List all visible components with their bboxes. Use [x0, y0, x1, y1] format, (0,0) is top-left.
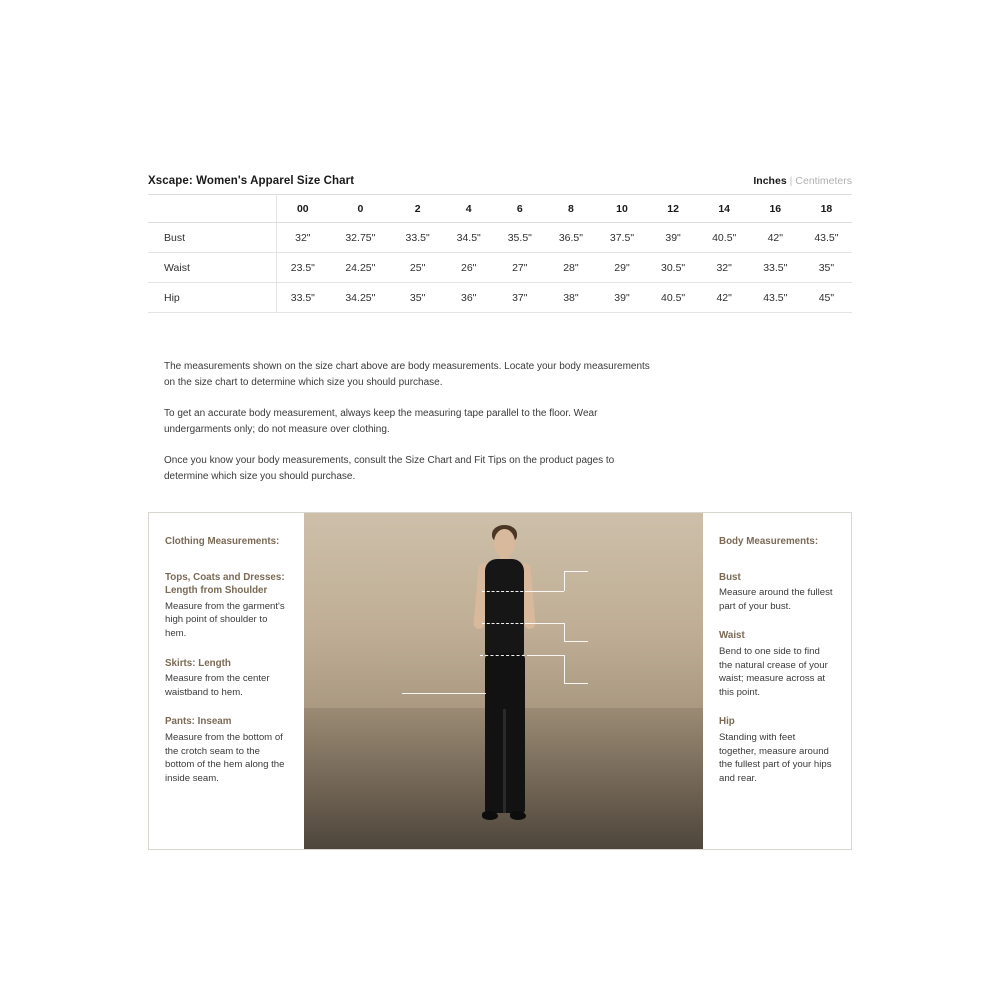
cell-waist: 28" — [563, 261, 579, 274]
col-head-size: 4 — [443, 195, 494, 223]
body-measurements-title: Body Measurements: — [719, 536, 819, 547]
cell-bust: 36.5" — [558, 231, 583, 244]
chart-header — [148, 175, 852, 194]
row-label-hip: Hip — [148, 283, 277, 313]
unit-toggle[interactable] — [753, 175, 852, 187]
table-row — [148, 223, 852, 253]
cell-hip: 33.5" — [290, 291, 315, 304]
item-heading: Hip — [719, 716, 735, 728]
cell-bust: 32" — [295, 231, 311, 244]
cell-waist: 33.5" — [763, 261, 788, 274]
col-head-size: 8 — [545, 195, 596, 223]
size-chart-sheet — [148, 175, 852, 850]
hip-leader-line — [530, 655, 564, 656]
cell-waist: 24.25" — [345, 261, 376, 274]
cell-hip: 42" — [716, 291, 732, 304]
cell-bust: 34.5" — [456, 231, 481, 244]
measurement-diagram — [148, 512, 852, 850]
table-header-row — [148, 195, 852, 223]
item-body: Bend to one side to find the natural crease of your waist; measure across at this point. — [719, 645, 828, 698]
item-body: Measure from the garment's high point of shoulder to hem. — [165, 600, 285, 639]
col-head-size: 16 — [750, 195, 801, 223]
cell-hip: 37" — [512, 291, 528, 304]
cell-waist: 32" — [716, 261, 732, 274]
cell-bust: 39" — [665, 231, 681, 244]
item-body: Measure from the center waistband to hem. — [165, 673, 270, 698]
cell-hip: 35" — [409, 291, 426, 304]
row-label-waist: Waist — [148, 253, 277, 283]
measurement-notes — [148, 359, 659, 484]
cell-waist: 26" — [461, 261, 477, 274]
col-head-size: 12 — [648, 195, 699, 223]
body-measurements-column — [703, 513, 851, 849]
cell-hip: 38" — [563, 291, 579, 304]
hip-measure-line — [480, 655, 530, 656]
col-head-size: 00 — [277, 195, 329, 223]
left-shoe-shape — [482, 811, 498, 820]
waist-leader-riser — [564, 623, 565, 641]
col-head-size: 0 — [329, 195, 392, 223]
unit-inches-tab[interactable]: Inches — [753, 175, 787, 187]
bust-leader-top — [564, 571, 588, 572]
body-measurement-item — [719, 571, 835, 614]
item-heading: Waist — [719, 630, 745, 642]
size-chart-table — [148, 194, 852, 313]
inseam-leader-line — [402, 693, 486, 694]
col-head-size: 2 — [392, 195, 443, 223]
clothing-measurement-item — [165, 657, 288, 700]
hip-leader-riser — [564, 655, 565, 683]
col-head-size: 6 — [494, 195, 545, 223]
table-row — [148, 253, 852, 283]
table-head — [148, 195, 852, 223]
cell-hip: 40.5" — [661, 291, 686, 304]
cell-waist: 30.5" — [661, 261, 686, 274]
leg-separation — [503, 709, 506, 813]
col-head-size: 18 — [801, 195, 852, 223]
cell-bust: 43.5" — [814, 231, 839, 244]
waist-leader-line — [528, 623, 564, 624]
cell-bust: 37.5" — [609, 231, 635, 244]
top-garment-shape — [485, 559, 524, 657]
cell-waist: 23.5" — [290, 261, 315, 274]
item-heading: Pants: Inseam — [165, 716, 232, 728]
clothing-measurement-item — [165, 715, 288, 785]
model-figure — [444, 523, 564, 848]
col-head-size: 10 — [596, 195, 647, 223]
clothing-measurements-column — [149, 513, 304, 849]
page-title: Xscape: Women's Apparel Size Chart — [148, 175, 355, 187]
waist-leader-end — [564, 641, 588, 642]
table-row — [148, 283, 852, 313]
table-body — [148, 223, 852, 313]
unit-separator: | — [789, 175, 793, 187]
right-shoe-shape — [510, 811, 526, 820]
model-illustration — [304, 513, 703, 849]
item-body: Measure around the fullest part of your bust. — [719, 587, 833, 612]
bust-leader-line — [528, 591, 564, 592]
cell-bust: 42" — [767, 231, 783, 244]
cell-bust: 32.75" — [345, 231, 376, 244]
item-body: Standing with feet together, measure around the fullest part of your hips and rear. — [719, 731, 832, 784]
cell-hip: 43.5" — [763, 291, 788, 304]
note-paragraph: The measurements shown on the size chart above are body measurements. Locate your body measurements on the size chart to determine which size you should purchase. — [164, 361, 650, 388]
unit-centimeters-tab[interactable]: Centimeters — [795, 175, 852, 187]
clothing-measurement-item — [165, 571, 288, 641]
cell-waist: 35" — [818, 261, 835, 274]
cell-bust: 40.5" — [712, 231, 737, 244]
note-paragraph: To get an accurate body measurement, always keep the measuring tape parallel to the floor. Wear undergarments only; do not measure over clothing. — [164, 408, 598, 435]
item-body: Measure from the bottom of the crotch seam to the bottom of the hem along the inside seam. — [165, 731, 285, 784]
hip-leader-end — [564, 683, 588, 684]
cell-hip: 34.25" — [345, 291, 376, 304]
cell-hip: 45" — [818, 291, 835, 304]
item-heading: Skirts: Length — [165, 657, 231, 669]
cell-bust: 35.5" — [507, 231, 532, 244]
item-heading: Tops, Coats and Dresses: Length from Shoulder — [165, 571, 285, 597]
item-heading: Bust — [719, 571, 741, 583]
row-label-bust: Bust — [148, 223, 277, 253]
waist-measure-line — [482, 623, 528, 624]
cell-waist: 27" — [512, 261, 528, 274]
bust-leader-riser — [564, 571, 565, 591]
body-measurement-item — [719, 715, 835, 785]
cell-hip: 39" — [614, 291, 630, 304]
cell-hip: 36" — [461, 291, 477, 304]
cell-waist: 29" — [614, 261, 630, 274]
cell-waist: 25" — [409, 261, 426, 274]
body-measurement-item — [719, 629, 835, 699]
col-head-size: 14 — [699, 195, 750, 223]
cell-bust: 33.5" — [405, 231, 430, 244]
bust-measure-line — [482, 591, 528, 592]
clothing-measurements-title: Clothing Measurements: — [165, 536, 280, 547]
col-head-rowlabel — [148, 195, 277, 223]
note-paragraph: Once you know your body measurements, consult the Size Chart and Fit Tips on the product pages to determine which size you should purchase. — [164, 455, 615, 482]
